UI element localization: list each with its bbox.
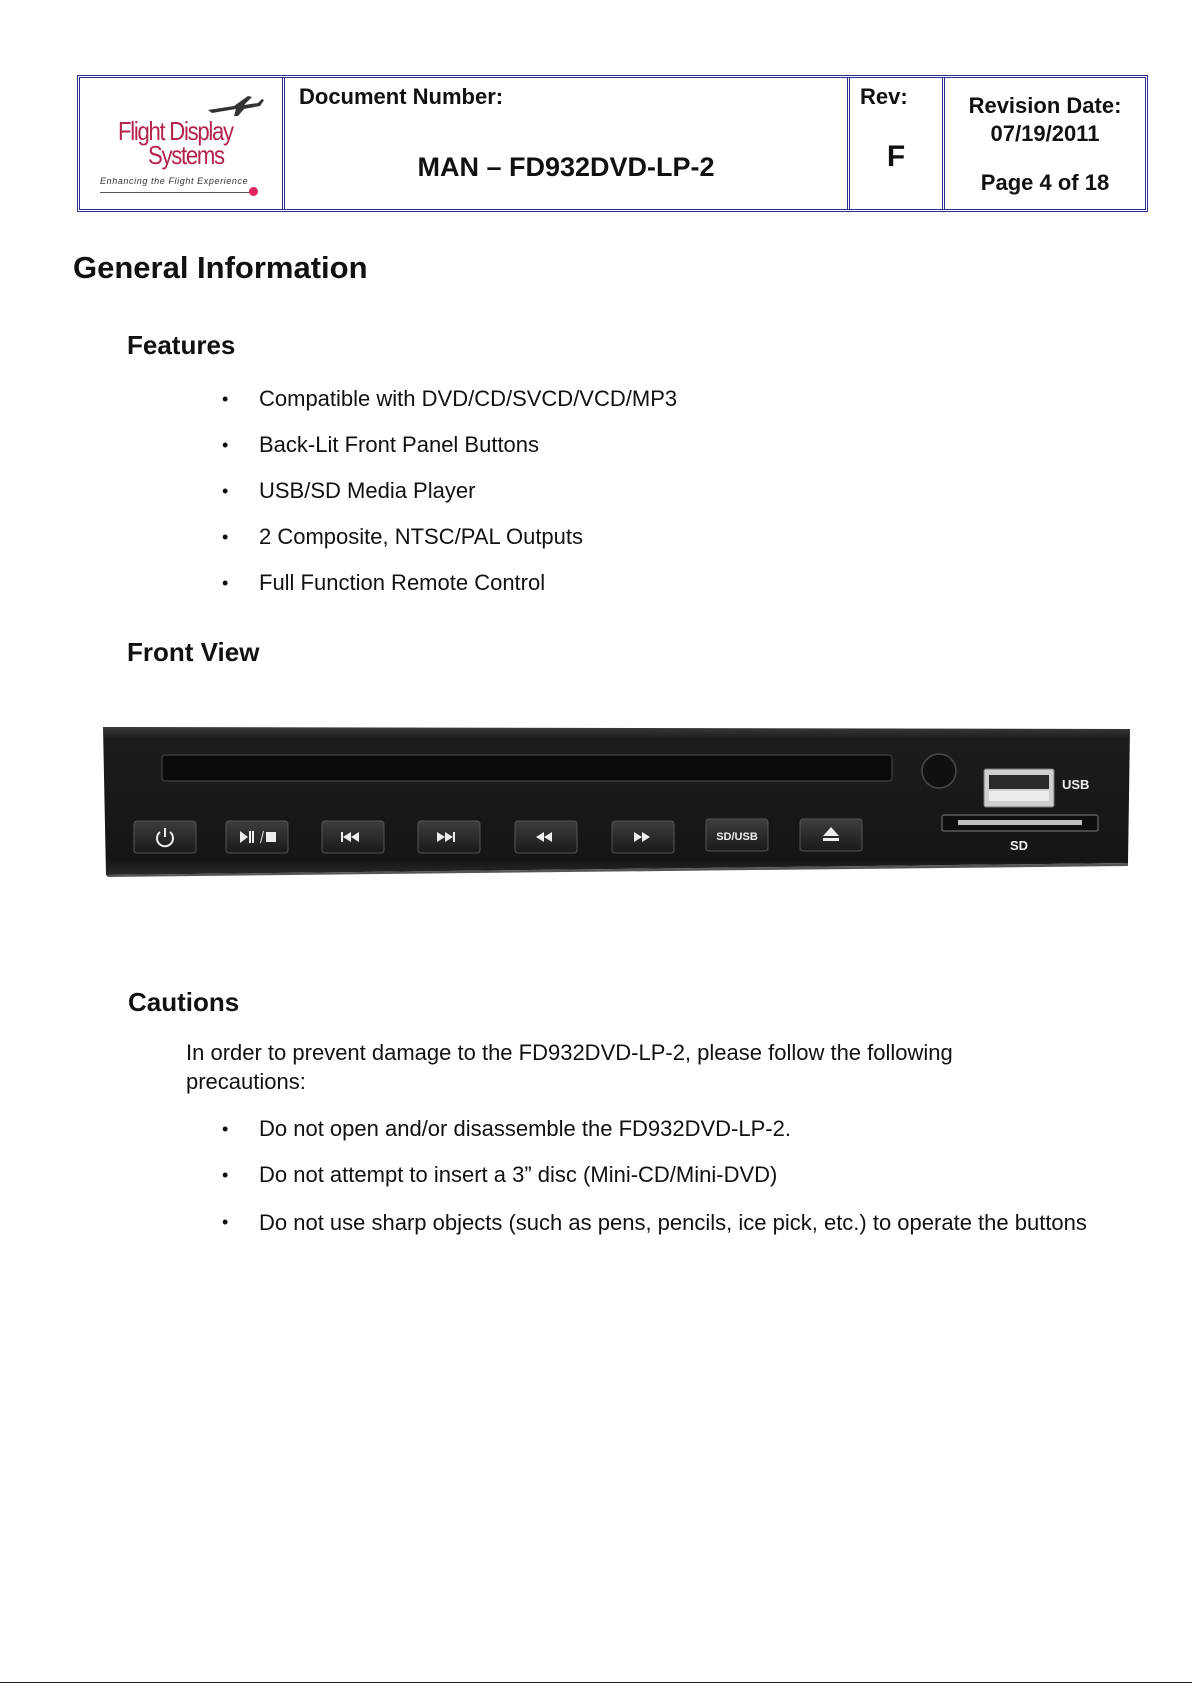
document-number-cell (285, 78, 850, 209)
logo-text-line1: Flight Display (118, 116, 233, 146)
play-pause-stop-button (226, 821, 288, 853)
logo-cell (80, 78, 285, 209)
cautions-intro: In order to prevent damage to the FD932DVD-LP-2, please follow the following precautions: (186, 1040, 953, 1094)
power-button (134, 821, 196, 853)
list-item: • Compatible with DVD/CD/SVCD/VCD/MP3 (0, 386, 1099, 412)
list-item: • 2 Composite, NTSC/PAL Outputs (0, 524, 1099, 550)
logo-underline (100, 192, 250, 193)
revision-cell (850, 78, 945, 209)
fast-forward-button (612, 821, 674, 853)
features-title: Features (127, 330, 236, 360)
list-item: • Back-Lit Front Panel Buttons (0, 432, 1099, 458)
document-number: MAN – FD932DVD-LP-2 (417, 152, 715, 182)
sd-slot-label: SD (1010, 838, 1029, 853)
revision-date-block (945, 92, 1145, 148)
usb-port-label: USB (1062, 777, 1090, 792)
logo-tagline: Enhancing the Flight Experience (100, 176, 249, 186)
sd-usb-button (706, 819, 768, 851)
features-list (0, 386, 1099, 596)
document-header-table (77, 75, 1148, 212)
next-track-button (418, 821, 480, 853)
rev-value: F (886, 140, 906, 173)
front-view-title: Front View (127, 637, 260, 667)
logo-text-line2: Systems (148, 140, 224, 170)
footer-rule (0, 1682, 1192, 1683)
document-number-label: Document Number: (299, 84, 504, 109)
list-item: • Do not open and/or disassemble the FD932DVD-LP-2. (0, 1116, 1099, 1142)
revision-date-label: Revision Date: (968, 93, 1122, 118)
dvd-player-front-view (100, 725, 1132, 877)
cautions-list (0, 1116, 1099, 1237)
revision-date: 07/19/2011 (990, 121, 1100, 146)
list-item: • Do not attempt to insert a 3” disc (Mini-CD/Mini-DVD) (0, 1162, 1099, 1188)
section-title: General Information (73, 250, 368, 285)
list-item: • USB/SD Media Player (0, 478, 1099, 504)
company-logo (96, 94, 266, 198)
logo-dot (249, 187, 258, 196)
cautions-title: Cautions (128, 987, 240, 1017)
previous-track-button (322, 821, 384, 853)
sd-usb-button-label: SD/USB (716, 831, 758, 843)
rewind-button (515, 821, 577, 853)
rev-label: Rev: (860, 84, 908, 109)
revision-date-cell (945, 78, 1145, 209)
eject-button (800, 819, 862, 851)
list-item: • Do not use sharp objects (such as pens, pencils, ice pick, etc.) to operate the buttons (0, 1208, 1099, 1237)
page-number: Page 4 of 18 (980, 170, 1110, 195)
airplane-icon (204, 94, 264, 118)
list-item: • Full Function Remote Control (0, 570, 1099, 596)
